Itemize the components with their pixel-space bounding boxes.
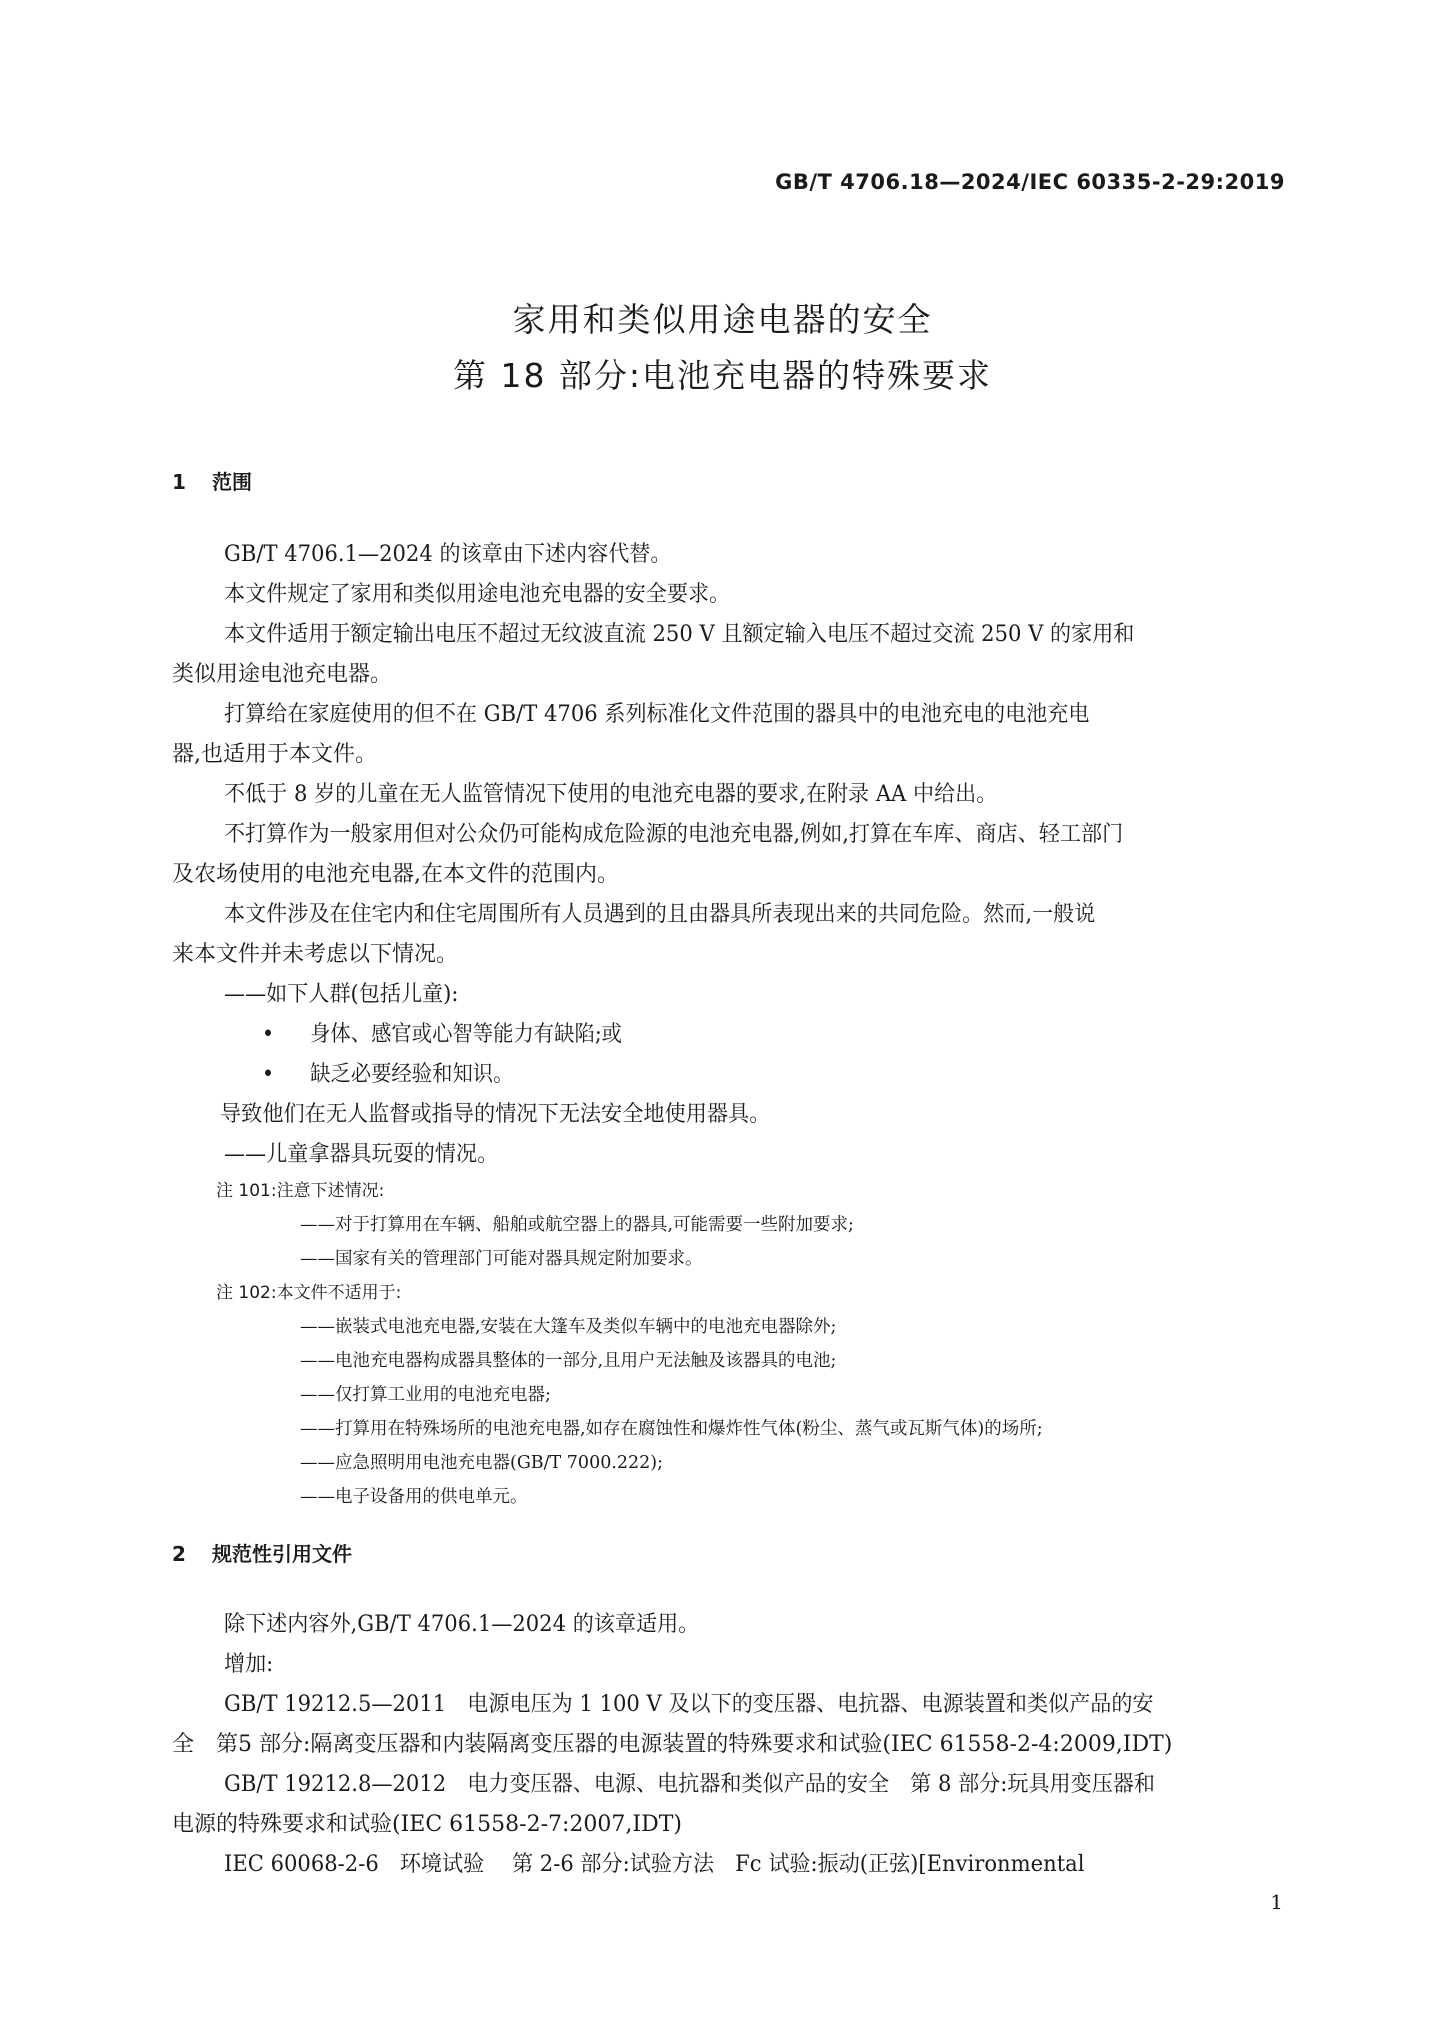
note-102-item: ——电子设备用的供电单元。: [300, 1487, 528, 1507]
paragraph-line: 及农场使用的电池充电器,在本文件的范围内。: [172, 862, 619, 887]
section-1-heading: [172, 466, 252, 495]
page-number: 1: [1270, 1890, 1283, 1914]
reference-line: 电源的特殊要求和试验(IEC 61558-2-7:2007,IDT): [172, 1812, 682, 1837]
paragraph-line: 器,也适用于本文件。: [172, 742, 377, 767]
paragraph-line: 增加:: [224, 1652, 274, 1677]
note-102-item: ——嵌装式电池充电器,安装在大篷车及类似车辆中的电池充电器除外;: [300, 1317, 837, 1337]
note-101-item: ——对于打算用在车辆、船舶或航空器上的器具,可能需要一些附加要求;: [300, 1215, 854, 1235]
paragraph-line: 本文件适用于额定输出电压不超过无纹波直流 250 V 且额定输入电压不超过交流 250 V 的家用和: [224, 622, 1135, 647]
section-title: 范围: [212, 470, 252, 494]
paragraph-line: GB/T 4706.1—2024 的该章由下述内容代替。: [224, 542, 672, 567]
note-102-item: ——打算用在特殊场所的电池充电器,如存在腐蚀性和爆炸性气体(粉尘、蒸气或瓦斯气体)的场所;: [300, 1419, 1043, 1439]
paragraph-line: 本文件涉及在住宅内和住宅周围所有人员遇到的且由器具所表现出来的共同危险。然而,一般说: [224, 902, 1096, 927]
section-number: 1: [172, 470, 186, 494]
title-line-1: 家用和类似用途电器的安全: [512, 300, 933, 339]
bullet-icon: •: [262, 1022, 275, 1047]
document-title: [0, 292, 1445, 404]
paragraph-line: 导致他们在无人监督或指导的情况下无法安全地使用器具。: [220, 1102, 771, 1127]
reference-line: GB/T 19212.5—2011 电源电压为 1 100 V 及以下的变压器、电抗器、电源装置和类似产品的安: [224, 1692, 1154, 1717]
bullet-list-item: • 身体、感官或心智等能力有缺陷;或: [262, 1020, 1290, 1050]
section-number: 2: [172, 1542, 186, 1566]
bullet-list-item: • 缺乏必要经验和知识。: [262, 1060, 1290, 1090]
paragraph-line: 来本文件并未考虑以下情况。: [172, 942, 459, 967]
reference-line: GB/T 19212.8—2012 电力变压器、电源、电抗器和类似产品的安全 第 8 部分:玩具用变压器和: [224, 1772, 1155, 1797]
section-2-heading: [172, 1538, 352, 1567]
note-102-label: 注 102:本文件不适用于:: [216, 1283, 402, 1303]
note-101-label: 注 101:注意下述情况:: [216, 1181, 385, 1201]
reference-line: 全 第5 部分:隔离变压器和内装隔离变压器的电源装置的特殊要求和试验(IEC 61558-2-4:2009,IDT): [172, 1732, 1173, 1757]
title-line-2: 第 18 部分:电池充电器的特殊要求: [452, 356, 993, 395]
paragraph-line: 除下述内容外,GB/T 4706.1—2024 的该章适用。: [224, 1612, 700, 1637]
note-102-item: ——应急照明用电池充电器(GB/T 7000.222);: [300, 1453, 664, 1473]
paragraph-line: 不打算作为一般家用但对公众仍可能构成危险源的电池充电器,例如,打算在车库、商店、轻工部门: [224, 822, 1124, 847]
note-102-item: ——电池充电器构成器具整体的一部分,且用户无法触及该器具的电池;: [300, 1351, 837, 1371]
paragraph-line: 打算给在家庭使用的但不在 GB/T 4706 系列标准化文件范围的器具中的电池充电的电池充电: [224, 702, 1090, 727]
note-101-item: ——国家有关的管理部门可能对器具规定附加要求。: [300, 1249, 703, 1269]
dash-list-item: ——如下人群(包括儿童):: [224, 982, 459, 1007]
section-title: 规范性引用文件: [212, 1542, 352, 1566]
paragraph-line: 类似用途电池充电器。: [172, 662, 393, 687]
dash-list-item: ——儿童拿器具玩耍的情况。: [224, 1142, 499, 1167]
paragraph-line: 本文件规定了家用和类似用途电池充电器的安全要求。: [224, 582, 731, 607]
paragraph-line: 不低于 8 岁的儿童在无人监管情况下使用的电池充电器的要求,在附录 AA 中给出。: [224, 782, 998, 807]
document-code-header: GB/T 4706.18—2024/IEC 60335-2-29:2019: [775, 170, 1285, 194]
note-102-item: ——仅打算工业用的电池充电器;: [300, 1385, 551, 1405]
bullet-icon: •: [262, 1062, 275, 1087]
reference-line: IEC 60068-2-6 环境试验 第 2-6 部分:试验方法 Fc 试验:振动(正弦)[Environmental: [224, 1852, 1085, 1877]
